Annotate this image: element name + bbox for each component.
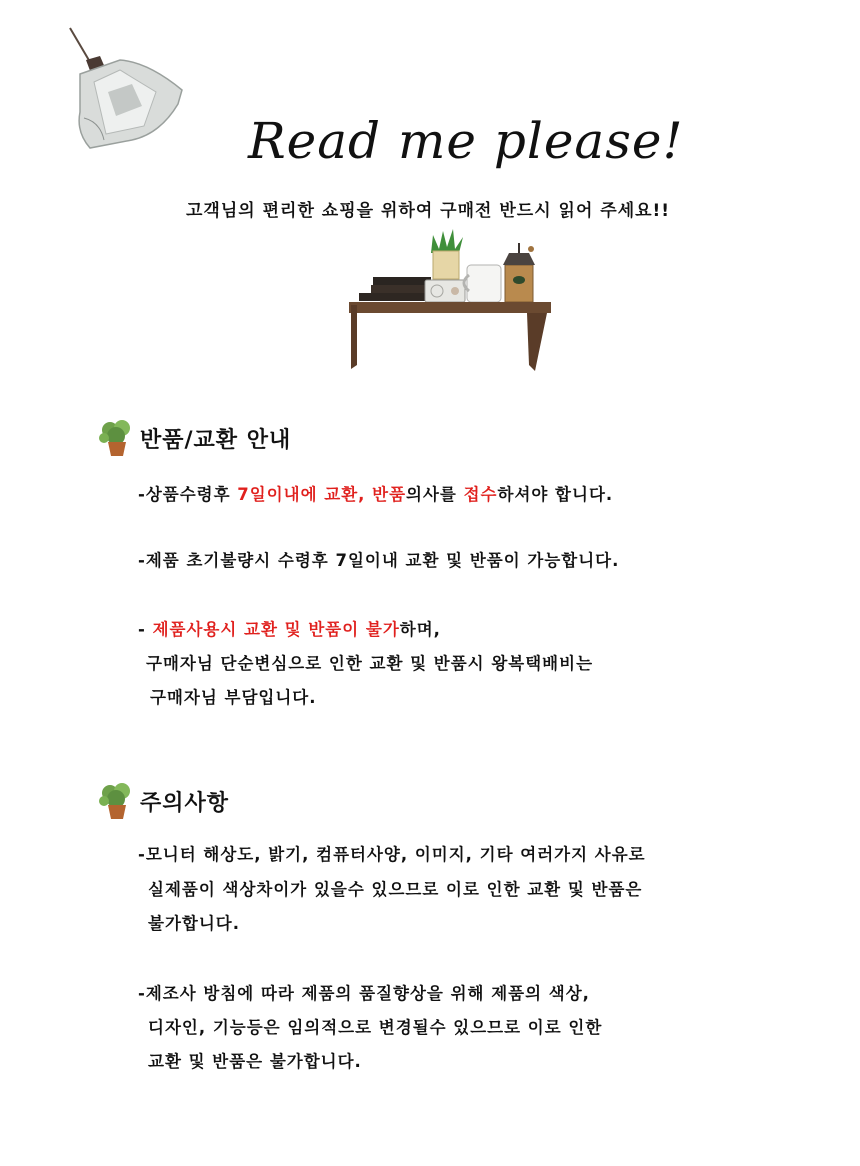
pendant-lamp-icon [60,22,190,152]
highlight-segment: 제품사용시 교환 및 반품이 불가 [152,620,400,639]
highlight-segment: 7일이내에 교환, 반품 [237,485,407,504]
potted-plant-icon [96,418,136,458]
cautions-item-2-line-2: 디자인, 기능등은 임의적으로 변경될수 있으므로 이로 인한 [148,1018,603,1037]
cautions-item-1-line-3: 불가합니다. [148,914,240,933]
cautions-item-1-line-1: -모니터 해상도, 밝기, 컴퓨터사양, 이미지, 기타 여러가지 사유로 [138,845,646,864]
text-segment: 의사를 [406,485,464,504]
cautions-item-1-line-2: 실제품이 색상차이가 있을수 있으므로 이로 인한 교환 및 반품은 [148,880,643,899]
returns-item-3-line-2: 구매자님 단순변심으로 인한 교환 및 반품시 왕복택배비는 [146,654,594,673]
section-heading-returns [96,418,291,458]
text-segment: -상품수령후 [138,485,238,504]
potted-plant-icon [96,781,136,821]
page-subtitle: 고객님의 편리한 쇼핑을 위하여 구매전 반드시 읽어 주세요!! [186,201,671,221]
section-heading-text: 반품/교환 안내 [140,427,292,453]
returns-item-2 [138,551,619,571]
highlight-segment: 접수 [463,485,498,504]
text-segment: -제품 초기불량시 수령후 7일이내 교환 및 반품이 가능합니다. [138,551,620,570]
returns-item-3 [138,620,441,640]
cautions-item-2-line-1: -제조사 방침에 따라 제품의 품질향상을 위해 제품의 색상, [138,984,590,1003]
cautions-item-2-line-3: 교환 및 반품은 불가합니다. [148,1052,362,1071]
text-segment: 하셔야 합니다. [497,485,614,504]
returns-item-1 [138,485,613,505]
text-segment: - [138,620,153,639]
section-heading-cautions [96,781,229,821]
page-title: Read me please! [248,112,684,170]
text-segment: 하며, [399,620,441,639]
returns-item-3-line-3: 구매자님 부담입니다. [150,688,317,707]
wall-shelf-icon [335,225,560,375]
section-heading-text: 주의사항 [140,790,230,816]
